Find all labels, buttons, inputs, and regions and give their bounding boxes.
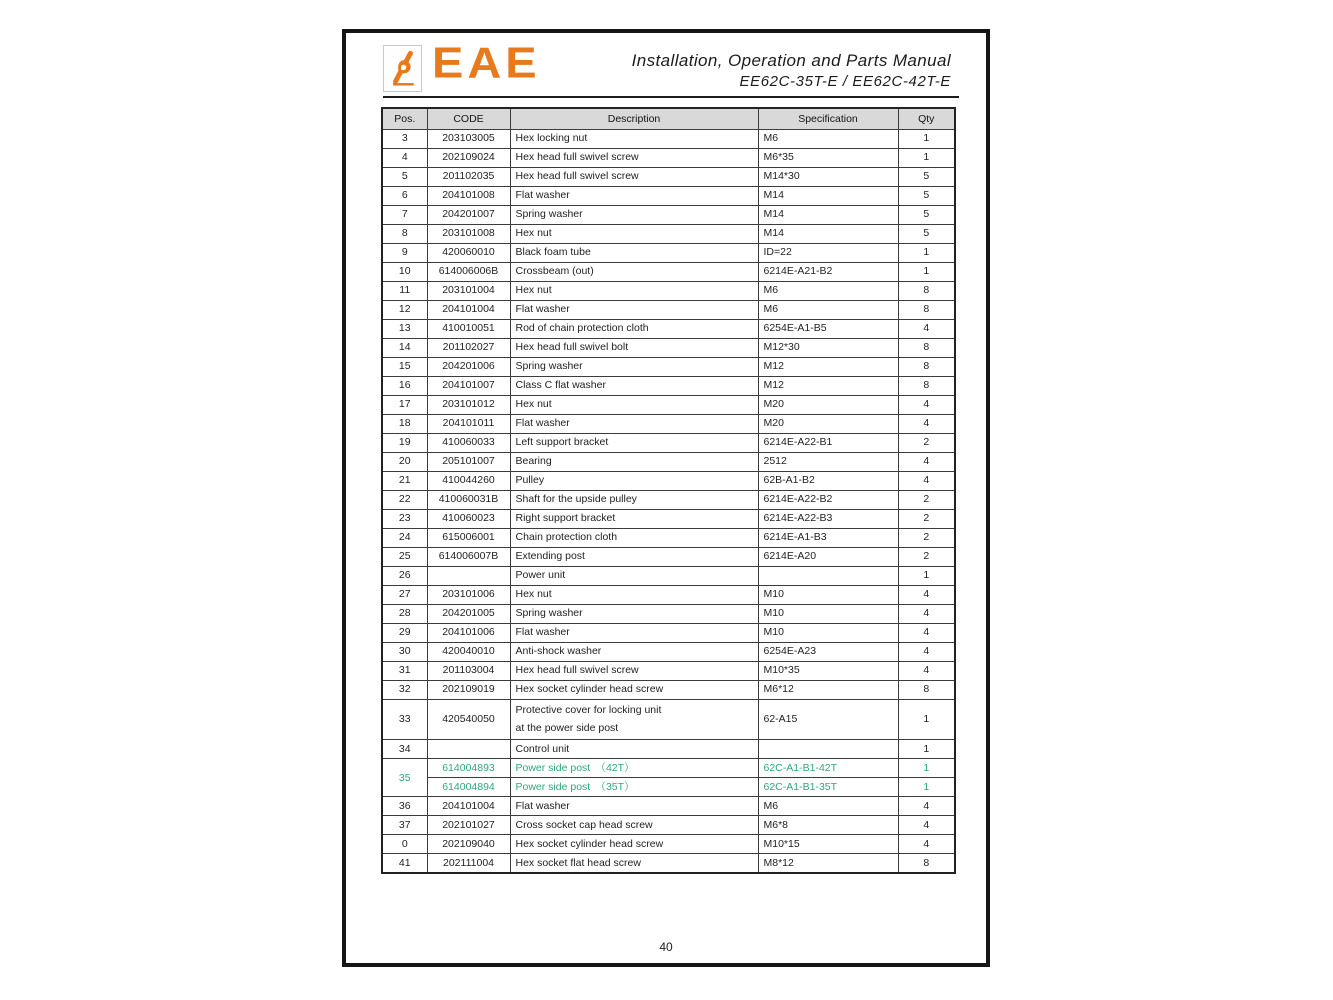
cell-description: Hex socket flat head screw (510, 854, 758, 873)
cell-specification: ID=22 (758, 243, 898, 262)
cell-pos: 18 (382, 414, 427, 433)
cell-code: 204201005 (427, 604, 510, 623)
cell-qty: 1 (898, 243, 955, 262)
cell-description: Control unit (510, 740, 758, 759)
cell-description: Right support bracket (510, 509, 758, 528)
table-row (382, 224, 955, 243)
table-row (382, 604, 955, 623)
column-header-pos: Pos. (382, 108, 427, 129)
cell-specification: M6*12 (758, 680, 898, 699)
parts-table-header (382, 108, 955, 129)
cell-pos: 6 (382, 186, 427, 205)
cell-description: Spring washer (510, 205, 758, 224)
table-row (382, 623, 955, 642)
cell-description: Class C flat washer (510, 376, 758, 395)
cell-qty: 2 (898, 509, 955, 528)
cell-qty: 1 (898, 566, 955, 585)
cell-description: Chain protection cloth (510, 528, 758, 547)
cell-description: Hex head full swivel bolt (510, 338, 758, 357)
cell-qty: 8 (898, 357, 955, 376)
cell-pos: 33 (382, 699, 427, 740)
cell-qty: 2 (898, 433, 955, 452)
cell-qty: 1 (898, 778, 955, 797)
parts-table-body (382, 129, 955, 873)
cell-specification: 6214E-A21-B2 (758, 262, 898, 281)
column-header-code: CODE (427, 108, 510, 129)
table-row (382, 395, 955, 414)
cell-qty: 4 (898, 319, 955, 338)
cell-specification: M14*30 (758, 167, 898, 186)
cell-code (427, 740, 510, 759)
cell-code: 201102027 (427, 338, 510, 357)
cell-code: 410060033 (427, 433, 510, 452)
cell-specification: 6214E-A20 (758, 547, 898, 566)
cell-specification: M6 (758, 281, 898, 300)
table-row (382, 300, 955, 319)
cell-qty: 1 (898, 759, 955, 778)
cell-description: Black foam tube (510, 243, 758, 262)
eae-brand-icon (388, 50, 418, 88)
cell-pos: 35 (382, 759, 427, 797)
cell-specification: M14 (758, 205, 898, 224)
cell-qty: 5 (898, 167, 955, 186)
cell-specification: M8*12 (758, 854, 898, 873)
cell-pos: 21 (382, 471, 427, 490)
column-header-qty: Qty (898, 108, 955, 129)
cell-qty: 8 (898, 338, 955, 357)
table-row (382, 490, 955, 509)
cell-description: Flat washer (510, 186, 758, 205)
cell-pos: 14 (382, 338, 427, 357)
cell-pos: 5 (382, 167, 427, 186)
cell-code: 202109019 (427, 680, 510, 699)
cell-code: 203101008 (427, 224, 510, 243)
header-divider (383, 96, 959, 98)
cell-qty: 4 (898, 623, 955, 642)
cell-pos: 31 (382, 661, 427, 680)
cell-qty: 4 (898, 797, 955, 816)
cell-code: 204101004 (427, 797, 510, 816)
cell-specification: M20 (758, 395, 898, 414)
cell-code: 204101011 (427, 414, 510, 433)
cell-pos: 32 (382, 680, 427, 699)
cell-specification: M10*35 (758, 661, 898, 680)
cell-pos: 20 (382, 452, 427, 471)
cell-specification: 6214E-A1-B3 (758, 528, 898, 547)
cell-qty: 1 (898, 148, 955, 167)
table-row (382, 661, 955, 680)
table-row (382, 167, 955, 186)
column-header-specification: Specification (758, 108, 898, 129)
cell-code: 420540050 (427, 699, 510, 740)
cell-code: 201102035 (427, 167, 510, 186)
cell-description: Hex head full swivel screw (510, 661, 758, 680)
cell-pos: 8 (382, 224, 427, 243)
cell-description: Cross socket cap head screw (510, 816, 758, 835)
cell-pos: 13 (382, 319, 427, 338)
cell-qty: 8 (898, 300, 955, 319)
cell-description: Pulley (510, 471, 758, 490)
cell-qty: 4 (898, 835, 955, 854)
cell-pos: 24 (382, 528, 427, 547)
cell-code: 204201007 (427, 205, 510, 224)
cell-pos: 27 (382, 585, 427, 604)
cell-specification: 6254E-A1-B5 (758, 319, 898, 338)
cell-pos: 15 (382, 357, 427, 376)
cell-code: 614006007B (427, 547, 510, 566)
cell-specification (758, 566, 898, 585)
table-row (382, 433, 955, 452)
table-row (382, 414, 955, 433)
header-titles (632, 51, 951, 91)
cell-specification: 62C-A1-B1-35T (758, 778, 898, 797)
cell-code: 205101007 (427, 452, 510, 471)
table-row (382, 547, 955, 566)
cell-specification: M6 (758, 797, 898, 816)
cell-specification: M12 (758, 357, 898, 376)
cell-specification: M14 (758, 224, 898, 243)
cell-code: 410044260 (427, 471, 510, 490)
cell-code: 614004894 (427, 778, 510, 797)
cell-specification: M14 (758, 186, 898, 205)
cell-pos: 9 (382, 243, 427, 262)
cell-description: Flat washer (510, 300, 758, 319)
cell-pos: 30 (382, 642, 427, 661)
cell-description: Crossbeam (out) (510, 262, 758, 281)
cell-description: Protective cover for locking unit at the power side post (510, 699, 758, 740)
cell-qty: 2 (898, 547, 955, 566)
column-header-description: Description (510, 108, 758, 129)
cell-qty: 4 (898, 585, 955, 604)
table-row (382, 566, 955, 585)
cell-description: Flat washer (510, 414, 758, 433)
cell-description: Anti-shock washer (510, 642, 758, 661)
table-row (382, 680, 955, 699)
cell-code: 202101027 (427, 816, 510, 835)
table-row (382, 854, 955, 873)
cell-qty: 4 (898, 452, 955, 471)
cell-qty: 1 (898, 740, 955, 759)
table-row (382, 471, 955, 490)
cell-code: 204101008 (427, 186, 510, 205)
table-row (382, 528, 955, 547)
cell-pos: 17 (382, 395, 427, 414)
cell-pos: 0 (382, 835, 427, 854)
cell-pos: 16 (382, 376, 427, 395)
cell-specification: 62-A15 (758, 699, 898, 740)
cell-description: Flat washer (510, 797, 758, 816)
cell-specification: M6*35 (758, 148, 898, 167)
table-row (382, 376, 955, 395)
cell-code: 201103004 (427, 661, 510, 680)
cell-specification: M10*15 (758, 835, 898, 854)
cell-description: Hex head full swivel screw (510, 148, 758, 167)
cell-qty: 4 (898, 604, 955, 623)
cell-specification: M6 (758, 300, 898, 319)
table-row (382, 186, 955, 205)
table-row (382, 585, 955, 604)
cell-specification: 6214E-A22-B1 (758, 433, 898, 452)
cell-description: Spring washer (510, 604, 758, 623)
cell-description: Hex socket cylinder head screw (510, 835, 758, 854)
cell-description: Bearing (510, 452, 758, 471)
table-row (382, 281, 955, 300)
cell-code: 615006001 (427, 528, 510, 547)
cell-description: Left support bracket (510, 433, 758, 452)
cell-pos: 10 (382, 262, 427, 281)
table-row (382, 835, 955, 854)
table-row (382, 452, 955, 471)
cell-pos: 12 (382, 300, 427, 319)
cell-description: Power side post （42T） (510, 759, 758, 778)
cell-code: 410010051 (427, 319, 510, 338)
cell-description: Rod of chain protection cloth (510, 319, 758, 338)
cell-pos: 22 (382, 490, 427, 509)
cell-qty: 8 (898, 376, 955, 395)
cell-qty: 4 (898, 414, 955, 433)
cell-specification: 6214E-A22-B2 (758, 490, 898, 509)
cell-specification: 62B-A1-B2 (758, 471, 898, 490)
cell-code: 614004893 (427, 759, 510, 778)
cell-code: 202109040 (427, 835, 510, 854)
cell-code: 204101006 (427, 623, 510, 642)
cell-code: 203101004 (427, 281, 510, 300)
cell-qty: 4 (898, 471, 955, 490)
table-row (382, 338, 955, 357)
cell-code: 420040010 (427, 642, 510, 661)
table-row (382, 148, 955, 167)
cell-pos: 11 (382, 281, 427, 300)
cell-qty: 2 (898, 528, 955, 547)
cell-code: 203101006 (427, 585, 510, 604)
cell-code (427, 566, 510, 585)
table-row (382, 699, 955, 740)
cell-specification: M10 (758, 585, 898, 604)
table-row (382, 642, 955, 661)
cell-code: 203101012 (427, 395, 510, 414)
cell-description: Hex nut (510, 281, 758, 300)
cell-code: 420060010 (427, 243, 510, 262)
cell-description: Hex socket cylinder head screw (510, 680, 758, 699)
table-row (382, 759, 955, 778)
cell-description: Hex locking nut (510, 129, 758, 148)
cell-description: Hex nut (510, 585, 758, 604)
cell-qty: 1 (898, 129, 955, 148)
cell-description: Power side post （35T） (510, 778, 758, 797)
cell-code: 202109024 (427, 148, 510, 167)
cell-pos: 28 (382, 604, 427, 623)
cell-qty: 4 (898, 642, 955, 661)
cell-qty: 4 (898, 395, 955, 414)
cell-qty: 1 (898, 262, 955, 281)
table-row (382, 205, 955, 224)
cell-code: 204101004 (427, 300, 510, 319)
cell-description: Hex head full swivel screw (510, 167, 758, 186)
cell-specification: M10 (758, 623, 898, 642)
cell-specification: 6214E-A22-B3 (758, 509, 898, 528)
cell-qty: 4 (898, 816, 955, 835)
cell-pos: 3 (382, 129, 427, 148)
table-row (382, 319, 955, 338)
table-row (382, 262, 955, 281)
cell-qty: 8 (898, 680, 955, 699)
cell-description: Spring washer (510, 357, 758, 376)
table-row (382, 816, 955, 835)
page-number: 40 (659, 940, 673, 954)
cell-code: 614006006B (427, 262, 510, 281)
eae-logo-text: EAE (432, 38, 541, 87)
cell-description: Hex nut (510, 224, 758, 243)
cell-specification: M12 (758, 376, 898, 395)
cell-description: Shaft for the upside pulley (510, 490, 758, 509)
cell-code: 203103005 (427, 129, 510, 148)
cell-qty: 5 (898, 224, 955, 243)
cell-specification: 2512 (758, 452, 898, 471)
table-row (382, 129, 955, 148)
cell-pos: 23 (382, 509, 427, 528)
cell-code: 410060023 (427, 509, 510, 528)
cell-code: 204101007 (427, 376, 510, 395)
cell-pos: 37 (382, 816, 427, 835)
cell-specification: M12*30 (758, 338, 898, 357)
table-row (382, 357, 955, 376)
table-row (382, 509, 955, 528)
cell-pos: 25 (382, 547, 427, 566)
cell-pos: 7 (382, 205, 427, 224)
doc-model-codes: EE62C-35T-E / EE62C-42T-E (739, 73, 951, 90)
cell-qty: 5 (898, 205, 955, 224)
cell-description: Power unit (510, 566, 758, 585)
cell-pos: 34 (382, 740, 427, 759)
cell-pos: 29 (382, 623, 427, 642)
cell-description: Flat washer (510, 623, 758, 642)
cell-specification: M6*8 (758, 816, 898, 835)
table-row (382, 740, 955, 759)
cell-pos: 41 (382, 854, 427, 873)
table-row (382, 797, 955, 816)
cell-qty: 8 (898, 854, 955, 873)
cell-pos: 19 (382, 433, 427, 452)
header-row (382, 108, 955, 129)
cell-specification: M20 (758, 414, 898, 433)
cell-qty: 4 (898, 661, 955, 680)
eae-logo-box (383, 45, 422, 92)
cell-specification: M10 (758, 604, 898, 623)
cell-specification: 62C-A1-B1-42T (758, 759, 898, 778)
cell-code: 204201006 (427, 357, 510, 376)
doc-title: Installation, Operation and Parts Manual (631, 51, 951, 70)
cell-code: 202111004 (427, 854, 510, 873)
parts-table (381, 107, 956, 874)
cell-pos: 4 (382, 148, 427, 167)
cell-description: Extending post (510, 547, 758, 566)
cell-code: 410060031B (427, 490, 510, 509)
cell-qty: 5 (898, 186, 955, 205)
table-row (382, 243, 955, 262)
page-header (346, 33, 986, 97)
cell-specification (758, 740, 898, 759)
cell-qty: 8 (898, 281, 955, 300)
cell-pos: 26 (382, 566, 427, 585)
cell-qty: 1 (898, 699, 955, 740)
cell-pos: 36 (382, 797, 427, 816)
cell-specification: M6 (758, 129, 898, 148)
table-row (382, 778, 955, 797)
cell-qty: 2 (898, 490, 955, 509)
cell-specification: 6254E-A23 (758, 642, 898, 661)
cell-description: Hex nut (510, 395, 758, 414)
manual-page (342, 29, 990, 967)
